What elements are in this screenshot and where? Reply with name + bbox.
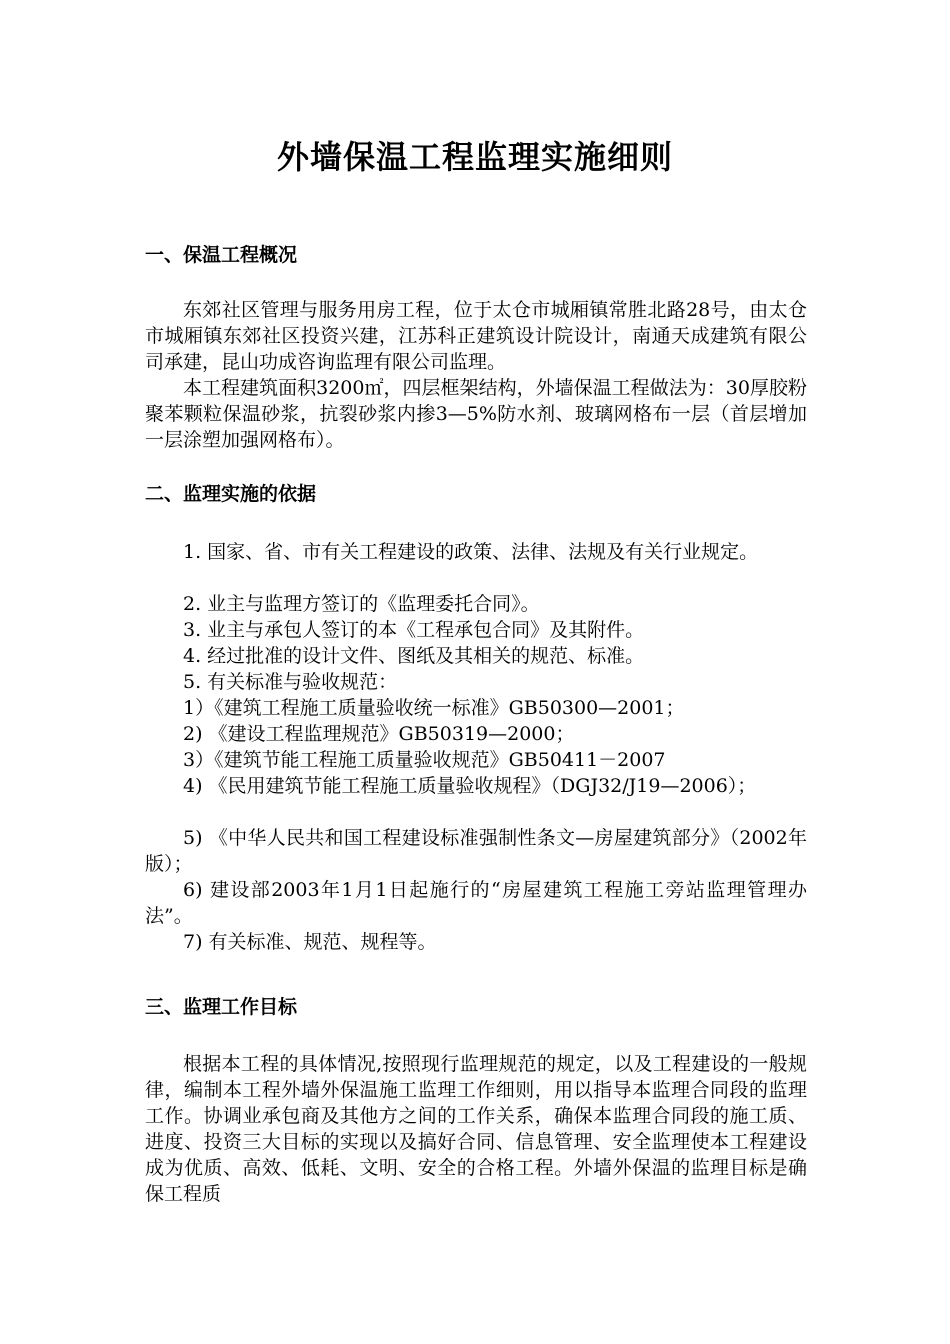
list-item: 7) 有关标准、规范、规程等。	[183, 931, 437, 953]
paragraph: 东郊社区管理与服务用房工程，位于太仓市城厢镇常胜北路28号，由太仓市城厢镇东郊社区投资兴建，江苏科正建筑设计院设计，南通天成建筑有限公司承建，昆山功成咨询监理有限公司监理。	[145, 299, 807, 373]
list-item: 4. 经过批准的设计文件、图纸及其相关的规范、标准。	[183, 645, 645, 667]
paragraph: 根据本工程的具体情况,按照现行监理规范的规定，以及工程建设的一般规律，编制本工程外墙外保温施工监理工作细则，用以指导本监理合同段的监理工作。协调业承包商及其他方之间的工作关系，确保本监理合同段的施工质、进度、投资三大目标的实现以及搞好合同、信息管理、安全监理使本工程建设成为优质、高效、低耗、文明、安全的合格工程。外墙外保温的监理目标是确保工程质	[145, 1053, 807, 1205]
list-item: 1. 国家、省、市有关工程建设的政策、法律、法规及有关行业规定。	[183, 541, 759, 563]
list-item: 2) 《建设工程监理规范》GB50319—2000；	[183, 723, 575, 745]
list-item: 5. 有关标准与验收规范：	[183, 671, 398, 693]
section-heading: 三、监理工作目标	[145, 996, 298, 1018]
list-item: 4) 《民用建筑节能工程施工质量验收规程》（DGJ32/J19—2006）；	[183, 775, 757, 797]
list-item: 5) 《中华人民共和国工程建设标准强制性条文—房屋建筑部分》（2002年版）；	[145, 827, 807, 875]
list-item: 1）《建筑工程施工质量验收统一标准》GB50300—2001；	[183, 697, 685, 719]
paragraph: 本工程建筑面积3200㎡，四层框架结构，外墙保温工程做法为：30厚胶粉聚苯颗粒保温砂浆，抗裂砂浆内掺3—5%防水剂、玻璃网格布一层（首层增加一层涂塑加强网格布）。	[145, 377, 807, 451]
list-item: 2. 业主与监理方签订的《监理委托合同》。	[183, 593, 540, 615]
document-title: 外墙保温工程监理实施细则	[276, 138, 673, 176]
section-heading: 一、保温工程概况	[145, 244, 298, 266]
list-item: 3）《建筑节能工程施工质量验收规范》GB50411－2007	[183, 749, 666, 771]
list-item: 6) 建设部2003年1月1日起施行的“房屋建筑工程施工旁站监理管理办法”。	[145, 879, 807, 927]
list-item: 3. 业主与承包人签订的本《工程承包合同》及其附件。	[183, 619, 645, 641]
section-heading: 二、监理实施的依据	[145, 483, 317, 505]
